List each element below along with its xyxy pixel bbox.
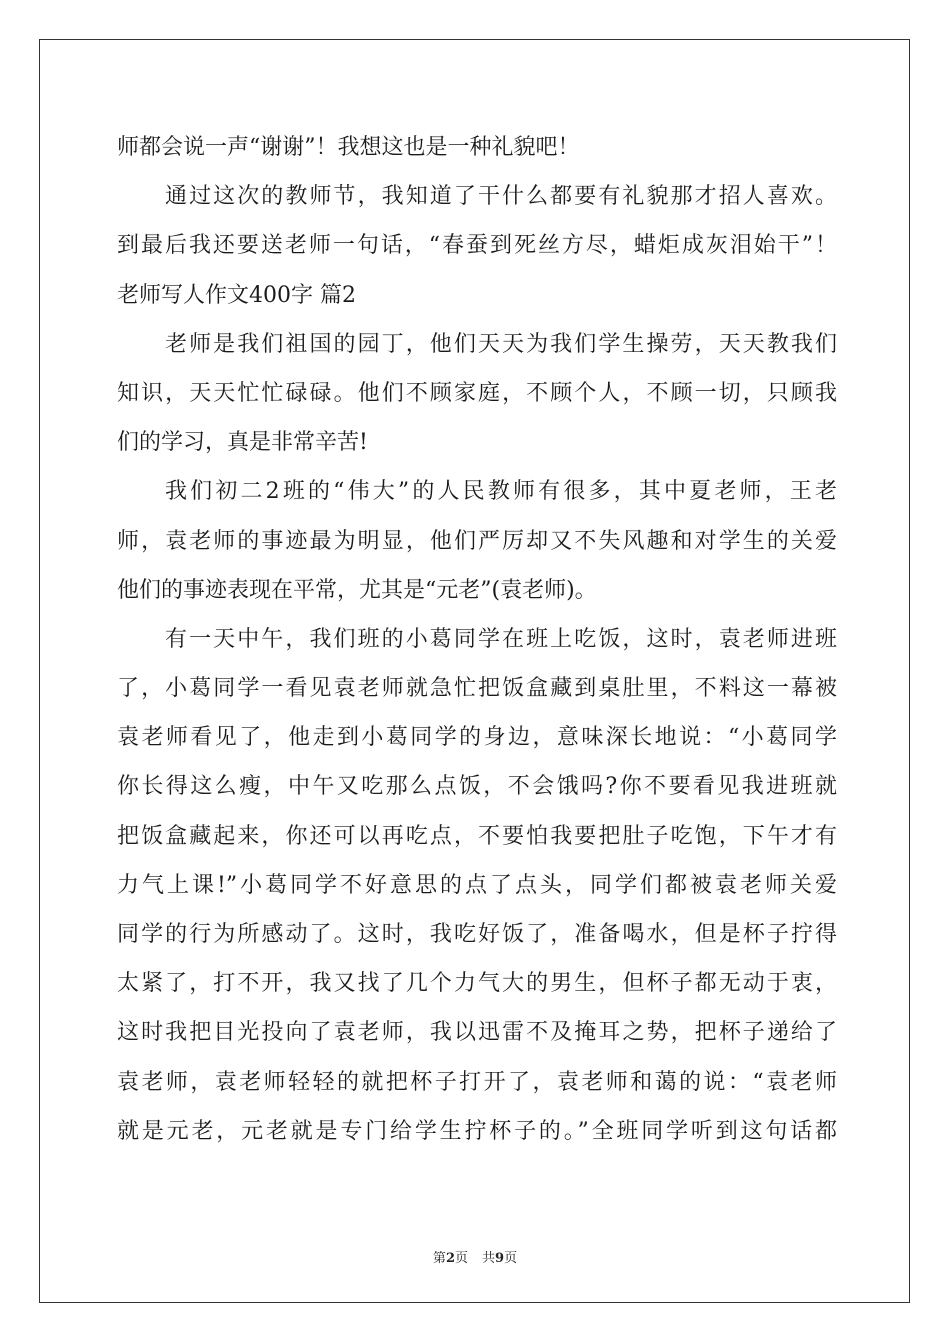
page-number: 2 — [445, 1251, 455, 1266]
page-suffix: 页 — [454, 1251, 468, 1266]
text-line: 袁老师看见了，他走到小葛同学的身边，意味深长地说：“小葛同学 — [117, 725, 837, 751]
text-line: 这时我把目光投向了袁老师，我以迅雷不及掩耳之势，把杯子递给了 — [117, 1020, 837, 1046]
text-line: 太紧了，打不开，我又找了几个力气大的男生，但杯子都无动于衷， — [117, 971, 837, 997]
document-body — [117, 128, 837, 1161]
text-line: 同学的行为所感动了。这时，我吃好饭了，准备喝水，但是杯子拧得 — [117, 922, 837, 947]
page-footer — [0, 1247, 950, 1266]
text-line: 我们初二2班的“伟大”的人民教师有很多，其中夏老师，王老 — [165, 479, 837, 505]
text-line: 通过这次的教师节，我知道了干什么都要有礼貌那才招人喜欢。 — [165, 184, 837, 210]
text-line: 们的学习，真是非常辛苦! — [117, 430, 368, 456]
text-line: 把饭盒藏起来，你还可以再吃点，不要怕我要把肚子吃饱，下午才有 — [117, 823, 837, 849]
page-prefix: 第 — [432, 1251, 446, 1266]
text-line: 到最后我还要送老师一句话，“春蚕到死丝方尽，蜡炬成灰泪始干”！ — [117, 233, 837, 259]
text-line: 了，小葛同学一看见袁老师就急忙把饭盒藏到桌肚里，不料这一幕被 — [117, 676, 837, 702]
text-line: 师，袁老师的事迹最为明显，他们严厉却又不失风趣和对学生的关爱 — [117, 528, 837, 554]
text-line: 袁老师，袁老师轻轻的就把杯子打开了，袁老师和蔼的说：“袁老师 — [117, 1069, 837, 1095]
section-heading: 老师写人作文400字 篇2 — [117, 282, 356, 308]
text-line: 力气上课!”小葛同学不好意思的点了点头，同学们都被袁老师关爱 — [117, 872, 837, 898]
total-suffix: 页 — [504, 1251, 518, 1266]
text-line: 师都会说一声“谢谢”！我想这也是一种礼貌吧！ — [117, 135, 580, 160]
total-pages: 9 — [495, 1251, 505, 1266]
text-line: 就是元老，元老就是专门给学生拧杯子的。”全班同学听到这句话都 — [117, 1118, 837, 1144]
text-line: 知识，天天忙忙碌碌。他们不顾家庭，不顾个人，不顾一切，只顾我 — [117, 380, 837, 406]
total-prefix: 共 — [482, 1251, 496, 1266]
text-line: 有一天中午，我们班的小葛同学在班上吃饭，这时，袁老师进班 — [165, 626, 837, 652]
text-line: 老师是我们祖国的园丁，他们天天为我们学生操劳，天天教我们 — [165, 331, 837, 357]
text-line: 他们的事迹表现在平常，尤其是“元老”(袁老师)。 — [117, 577, 597, 603]
text-line: 你长得这么瘦，中午又吃那么点饭，不会饿吗?你不要看见我进班就 — [117, 774, 837, 800]
